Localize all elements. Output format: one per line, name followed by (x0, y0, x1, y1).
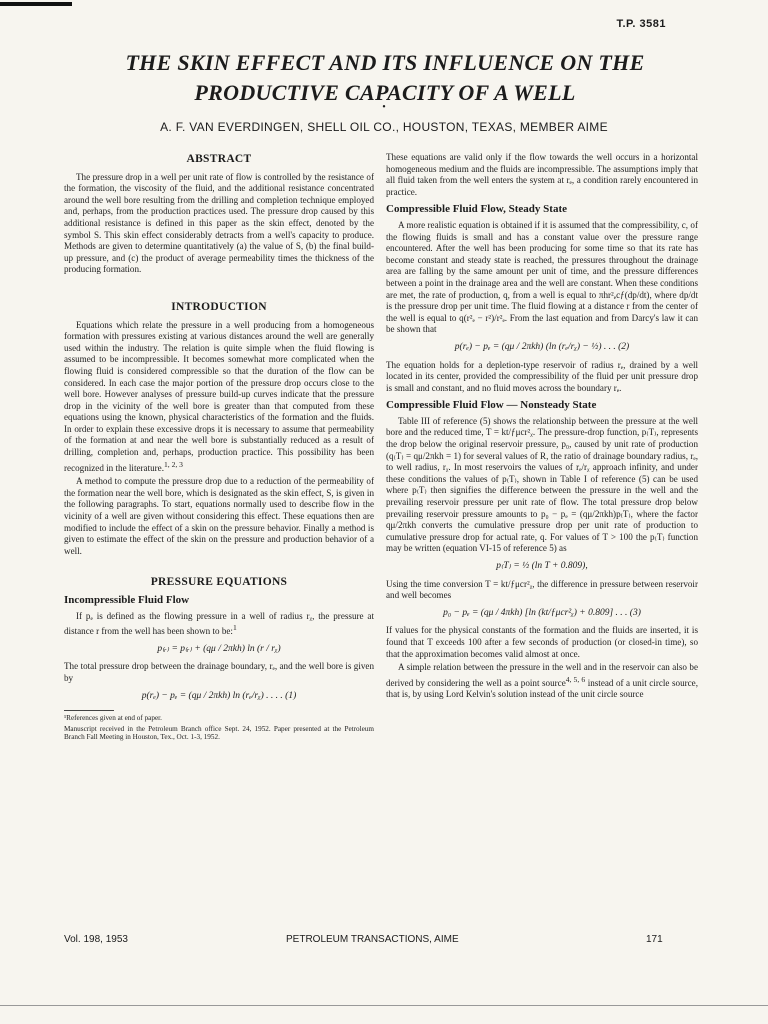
title-line-2: PRODUCTIVE CAPACITY OF A WELL (194, 80, 576, 105)
nonsteady-paragraph-2: Using the time conversion T = kt/ƒμcr²ᵪ, the difference in pressure between reservoir and well becomes (386, 578, 698, 601)
footnote-manuscript: Manuscript received in the Petroleum Branch office Sept. 24, 1952. Paper presented at the Petroleum Branch Fall Meeting in Houston, Tex., Oct. 1-3, 1952. (64, 724, 374, 742)
author-line: A. F. VAN EVERDINGEN, SHELL OIL CO., HOUSTON, TEXAS, MEMBER AIME (160, 120, 608, 134)
nonsteady-paragraph-4: A simple relation between the pressure in the well and in the reservoir can also be derived by considering the well as a point source$^{4, 5, 6}$ instead of a unit circle source, that is, by using Lord Kelvin's solution instead of the unit circle source (386, 662, 698, 700)
left-column (64, 152, 374, 743)
intro-paragraph-2: A method to compute the pressure drop due to a reduction of the permeability of the formation near the well bore, which is designated as the skin effect, S, is given in the following paragraphs. To start, equations normally used to describe flow in the vicinity of a well are given without considering this effect. These equations then are modified to include the effect of a skin on the pressure behavior. Finally a method is given to estimate the effect of the skin on the pressure and production behavior of a well. (64, 476, 374, 556)
equation-3: p₀ − pₑ = (qμ / 4πkh) [ln (kt/ƒμcr²ᵪ) + 0.809] . . . (3) (443, 607, 641, 618)
incompressible-heading: Incompressible Fluid Flow (64, 594, 190, 607)
intro-paragraph-1: Equations which relate the pressure in a well producing from a homogeneous formation with pressures existing at various distances around the well are generally used within the industry. The relation is quite simple when the fluid flowing is assumed to be incompressible. It becomes somewhat more complicated when the flowing fluid is considered compressible so that the duration of the flow can be considered. In each case the major portion of the pressure drop occurs close to the well bore. However analyses of pressure build-up curves indicate that the pressure drop in the vicinity of the well bore is greater than that computed from these equations using the known, physical characteristics of the formation and the fluids. In order to explain these excessive drops it is necessary to assume that permeability of the formation at and near the well bore is substantially reduced as a result of drilling, completion and, perhaps, production practice. This possibility has been recognized in the literature.$^{1, 2, 3}$ (64, 319, 374, 473)
right-column (386, 152, 698, 703)
bottom-rule (0, 1005, 768, 1006)
incompressible-citation: 1 (232, 623, 237, 633)
top-rule (0, 2, 72, 6)
steady-state-heading: Compressible Fluid Flow, Steady State (386, 203, 568, 216)
title-bullet: • (382, 102, 386, 113)
abstract-text: The pressure drop in a well per unit rate of flow is controlled by the resistance of the formation, the viscosity of the fluid, and the additional resistance concentrated around the well bore resulting from the drilling and completion technique employed and, perhaps, from the production practices used. The pressure drop caused by this additional resistance is defined in this paper as the skin effect, denoted by the symbol S. This skin effect considerably detracts from a well's capacity to produce. Methods are given to determine quantitatively (a) the value of S, (b) the final build-up pressure, and (c) the product of average permeability times the thickness of the producing formation. (64, 171, 374, 275)
title-line-1: THE SKIN EFFECT AND ITS INFLUENCE ON THE (125, 50, 645, 75)
footnote-rule (64, 710, 114, 711)
intro-citation: 1, 2, 3 (163, 459, 183, 469)
equation-b: p₍T₎ = ½ (ln T + 0.809), (496, 561, 588, 571)
nonsteady-citation: 4, 5, 6 (565, 674, 586, 684)
footer-journal: PETROLEUM TRANSACTIONS, AIME (286, 934, 459, 945)
nonsteady-paragraph-1: Table III of reference (5) shows the relationship between the pressure at the well bore and the reduced time, T = kt/ƒμcr²ᵪ. The pressure-drop function, p₍T₎, represents the drop below the original reservoir pressure, p₀, caused by unit rate of production (q₍T₎ = qμ/2πkh = 1) for several values of R, the ratio of drainage boundary radius, rₑ, to well radius, rᵪ. In most reservoirs the values of rₑ/rᵪ approach infinity, and under these conditions the values of p₍T₎, shown in Table I of reference (5) can be used where p₍T₎ then signifies the difference between the pressure in the well and the prevailing reservoir pressure per unit rate of flow. The total pressure drop below prevailing reservoir pressure amounts to p₀ − pₑ = (qμ/2πkh)p₍T₎, where the factor qμ/2πkh converts the cumulative pressure drop per unit rate of production to cumulative pressure drop for actual rate, q. For values of T > 100 the p₍T₎ function may be written (equation VI-15 of reference 5) as (386, 415, 698, 554)
footer-volume: Vol. 198, 1953 (64, 934, 128, 945)
equation-2: p(rₑ) − pₑ = (qμ / 2πkh) (ln (rₑ/rᵪ) − ½) . . . (2) (454, 341, 630, 352)
nonsteady-paragraph-3: If values for the physical constants of the formation and the fluids are inserted, it is found that T exceeds 100 after a few seconds of production (or closed-in time), so that the approximation becomes valid almost at once. (386, 625, 698, 659)
paper-number: T.P. 3581 (616, 18, 666, 30)
equation-1: p(rₑ) − pₑ = (qμ / 2πkh) ln (rₑ/rᵪ) . . . . (1) (141, 690, 297, 701)
incompressible-paragraph-2: The total pressure drop between the drainage boundary, rₑ, and the well bore is given by (64, 661, 374, 684)
incompressible-paragraph-1: If pₑ is defined as the flowing pressure in a well of radius rᵪ, the pressure at distance r from the well has been shown to be:$^1$ (64, 610, 374, 637)
paper-title (60, 48, 710, 108)
nonsteady-state-heading: Compressible Fluid Flow — Nonsteady State (386, 399, 597, 412)
footnote-references: ¹References given at end of paper. (64, 714, 162, 723)
equation-a: p₍ᵣ₎ = p₍ᵣ₎ + (qμ / 2πkh) ln (r / rᵪ) (157, 643, 281, 654)
footer-page-number: 171 (646, 934, 663, 945)
abstract-heading: ABSTRACT (186, 153, 252, 165)
steady-state-paragraph-2: The equation holds for a depletion-type reservoir of radius rₑ, drained by a well located in its center, provided the compressibility of the fluid per unit pressure drop is small and constant, and no fluid moves across the boundary rₑ. (386, 359, 698, 393)
introduction-heading: INTRODUCTION (171, 300, 267, 313)
right-paragraph-0: These equations are valid only if the flow towards the well occurs in a horizontal homogeneous medium and the fluids are incompressible. The assumptions imply that all fluid taken from the well enters the system at rₑ, a condition rarely encountered in practice. (386, 152, 698, 197)
steady-state-paragraph-1: A more realistic equation is obtained if it is assumed that the compressibility, c, of the flowing fluids is small and has a constant value over the pressure range encountered. After the well has been producing for some time so that its rate has become constant and steady state is reached, the pressures throughout the drainage area are falling by the same amount per unit of time, and the pressure differences between a point in the drainage area and the well are constant. When these conditions are met, the rate of production, q, from a well is equal to πhr²ₑcƒ(dp/dt), where dp/dt is the pressure drop per unit time. The fluid flowing at a distance r from the center of the well is equal to q(r²ₑ − r²)/r²ₑ. From the last equation and from Darcy's law it can be shown that (386, 219, 698, 335)
pressure-equations-heading: PRESSURE EQUATIONS (150, 576, 288, 589)
